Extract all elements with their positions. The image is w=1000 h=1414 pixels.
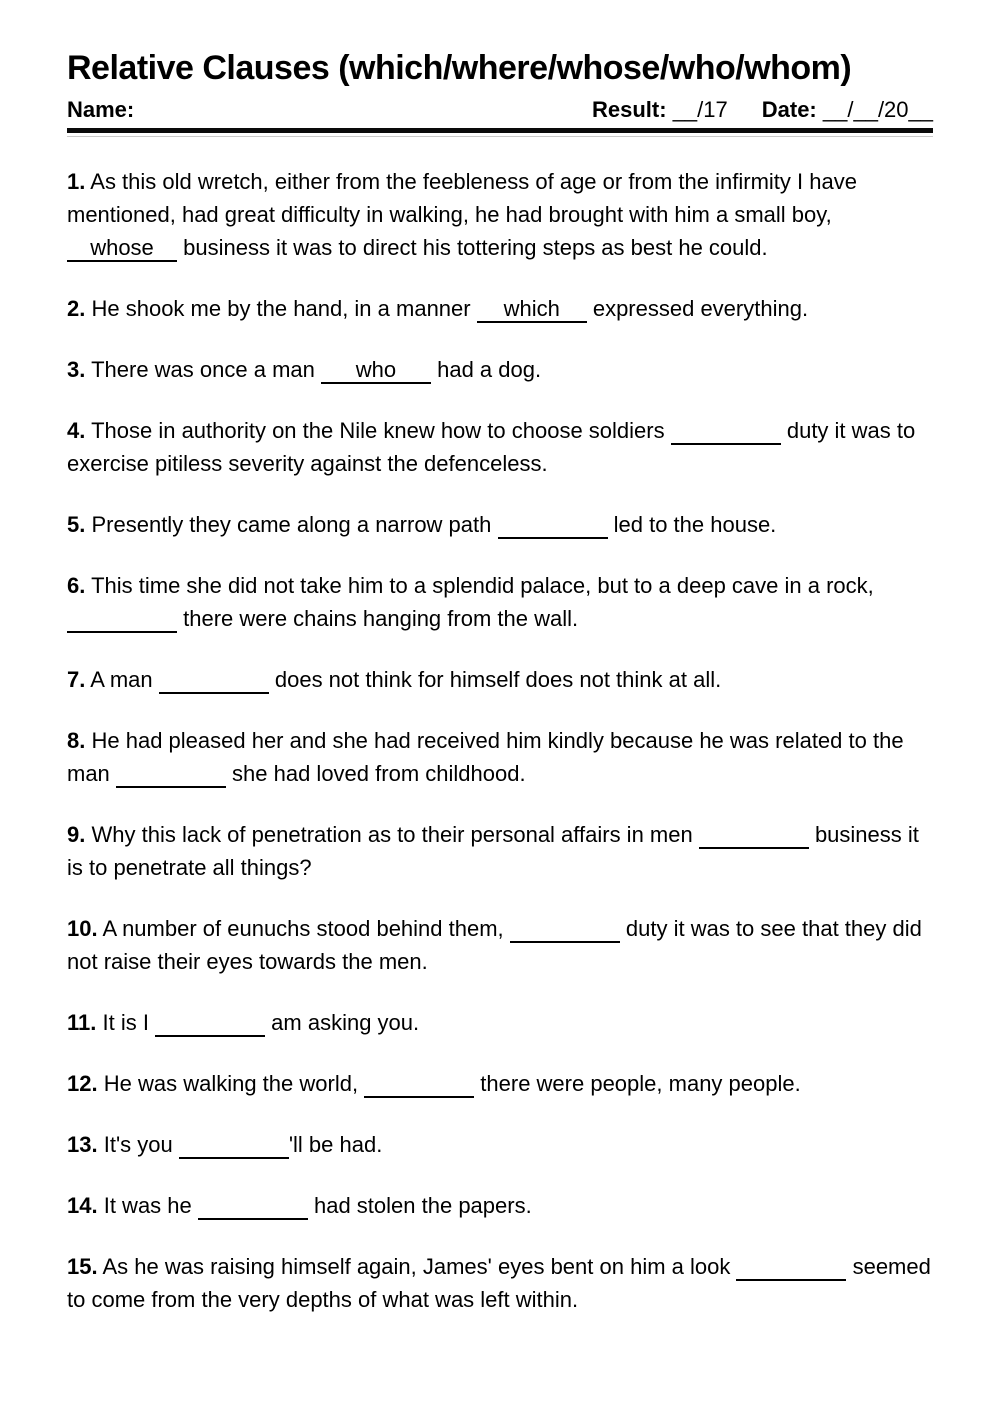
answer-blank[interactable]: [699, 823, 809, 849]
exercise-item-12: 12. He was walking the world, there were people, many people.: [67, 1071, 801, 1097]
exercise-item-3: 3. There was once a man who had a dog.: [67, 357, 542, 383]
item-number: 5.: [67, 512, 86, 538]
date-value: __/__/20__: [822, 97, 933, 123]
answer-blank[interactable]: [159, 668, 269, 694]
answer-blank-filled[interactable]: which: [477, 297, 587, 323]
answer-blank[interactable]: [671, 419, 781, 445]
exercise-item-13: 13. It's you 'll be had.: [67, 1132, 383, 1158]
item-number: 7.: [67, 667, 86, 693]
exercise-item-1: 1. As this old wretch, either from the feebleness of age or from the infirmity I have mentioned, had great difficulty in walking, he had brought with him a small boy, whose business it was to direct his tottering steps as best he could.: [67, 169, 857, 261]
item-number: 2.: [67, 296, 86, 322]
exercise-item-11: 11. It is I am asking you.: [67, 1010, 420, 1036]
exercise-item-10: 10. A number of eunuchs stood behind them, duty it was to see that they did not raise their eyes towards the men.: [67, 916, 922, 975]
answer-blank-filled[interactable]: who: [321, 358, 431, 384]
header-row: [67, 97, 933, 123]
header-divider: [67, 128, 933, 133]
answer-blank-filled[interactable]: whose: [67, 236, 177, 262]
page-title: Relative Clauses (which/where/whose/who/whom): [67, 49, 852, 87]
answer-blank[interactable]: [155, 1011, 265, 1037]
exercise-item-8: 8. He had pleased her and she had received him kindly because he was related to the man she had loved from childhood.: [67, 728, 904, 787]
item-number: 10.: [67, 916, 98, 942]
name-label: Name:: [67, 97, 135, 123]
exercise-item-7: 7. A man does not think for himself does not think at all.: [67, 667, 722, 693]
header-fields: [592, 97, 933, 123]
item-number: 15.: [67, 1254, 98, 1280]
item-number: 12.: [67, 1071, 98, 1097]
item-number: 14.: [67, 1193, 98, 1219]
answer-blank[interactable]: [736, 1255, 846, 1281]
item-number: 8.: [67, 728, 86, 754]
header-divider-shadow: [67, 136, 933, 137]
answer-blank[interactable]: [498, 513, 608, 539]
result-label: Result:: [592, 97, 667, 123]
exercise-item-6: 6. This time she did not take him to a splendid palace, but to a deep cave in a rock, there were chains hanging from the wall.: [67, 573, 874, 632]
result-value: __/17: [672, 97, 728, 123]
item-number: 13.: [67, 1132, 98, 1158]
item-number: 4.: [67, 418, 86, 444]
item-number: 6.: [67, 573, 86, 599]
answer-blank[interactable]: [510, 917, 620, 943]
date-label: Date:: [761, 97, 817, 123]
result-field: [592, 97, 728, 123]
item-number: 11.: [67, 1010, 97, 1036]
date-field: [762, 97, 933, 123]
answer-blank[interactable]: [364, 1072, 474, 1098]
exercise-item-9: 9. Why this lack of penetration as to their personal affairs in men business it is to penetrate all things?: [67, 822, 919, 881]
exercise-item-15: 15. As he was raising himself again, James' eyes bent on him a look seemed to come from the very depths of what was left within.: [67, 1254, 931, 1313]
item-number: 9.: [67, 822, 86, 848]
exercise-item-2: 2. He shook me by the hand, in a manner which expressed everything.: [67, 296, 809, 322]
answer-blank[interactable]: [67, 607, 177, 633]
exercise-item-5: 5. Presently they came along a narrow path led to the house.: [67, 512, 777, 538]
answer-blank[interactable]: [198, 1194, 308, 1220]
answer-blank[interactable]: [179, 1133, 289, 1159]
item-number: 3.: [67, 357, 86, 383]
item-number: 1.: [67, 169, 86, 195]
answer-blank[interactable]: [116, 762, 226, 788]
exercise-item-4: 4. Those in authority on the Nile knew how to choose soldiers duty it was to exercise pitiless severity against the defenceless.: [67, 418, 916, 477]
exercise-item-14: 14. It was he had stolen the papers.: [67, 1193, 532, 1219]
exercise-list: [67, 165, 933, 1316]
